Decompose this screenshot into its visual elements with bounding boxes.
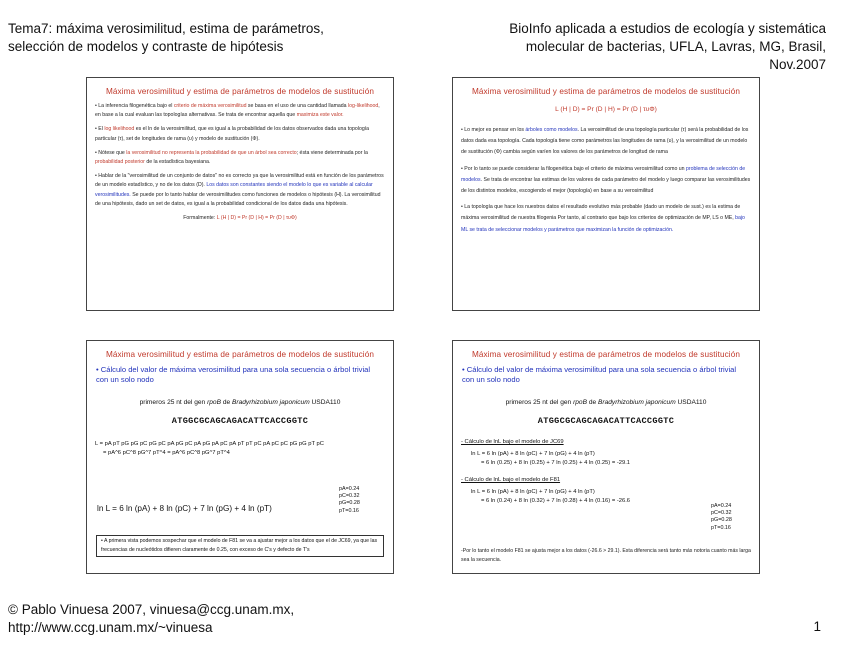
slide-4-sequence: ATGGCGCAGCAGACATTCACCGGTC: [537, 416, 675, 426]
highlight: bajo ML se trata de seleccionar modelos y parámetros que maximizan la función de optimización.: [461, 215, 745, 233]
highlight: árboles como modelos: [525, 127, 578, 133]
slide-3: [86, 340, 394, 574]
slide-1-para-3: [95, 149, 385, 167]
text: USDA110: [309, 399, 341, 406]
slide-1-para-1: [95, 102, 385, 120]
slide-1-para-2: [95, 125, 385, 143]
text: se basa en el uso de una cantidad llamada: [246, 103, 349, 109]
slide-2-body: [453, 125, 759, 236]
formal-equation: L (H | D) = Pr (D | H) = Pr (D | τυΦ): [216, 215, 297, 222]
slide-3-note: • A primera vista podemos sospechar que el modelo de F81 se va a ajustar mejor a los datos que el de JC69, ya que las frecuencias de nucleótidos difieren claramente de 0.25, con exceso de C's y defecto de T's: [96, 535, 384, 557]
header-right: [509, 20, 826, 74]
highlight: problema de selección de modelos: [461, 165, 746, 183]
footer-line1: © Pablo Vinuesa 2007, vinuesa@ccg.unam.mx,: [8, 602, 295, 617]
text: primeros 25 nt del gen: [505, 399, 574, 406]
text: es el ln de la verosimilitud, que es igual a la probabilidad de los datos observados dada una topología particular (τ), set de longitudes de rama (υ) y modelo de sustitución (Φ).: [95, 126, 370, 142]
param-pT: pT=0.16: [711, 524, 731, 531]
footer-url[interactable]: http://www.ccg.unam.mx/~vinuesa: [8, 620, 213, 635]
species-name: Bradyrhizobium japonicum: [232, 399, 310, 406]
highlight: probabilidad posterior: [95, 159, 145, 166]
text: • Nótese que: [95, 149, 127, 156]
header-left-line1: Tema7: máxima verosimilitud, estima de parámetros,: [8, 21, 324, 36]
slide-1-formal: [95, 214, 385, 223]
slide-3-title: Máxima verosimilitud y estima de parámetros de modelos de sustitución: [105, 350, 375, 359]
slide-3-lnL: ln L = 6 ln (pA) + 8 ln (pC) + 7 ln (pG) + 4 ln (pT): [97, 504, 272, 513]
slide-3-L-line1: L = pA pT pG pG pC pG pC pA pG pC pA pG pA pC pA pT pT pC pA pC pC pG pG pT pC: [95, 441, 324, 447]
species-name: Bradyrhizobium japonicum: [598, 399, 676, 406]
slide-4-f81-line2: = 6 ln (0.24) + 8 ln (0.32) + 7 ln (0.28) + 4 ln (0.16) = -26.6: [481, 498, 631, 504]
header-right-line3: Nov.2007: [769, 57, 826, 72]
header-right-line1: BioInfo aplicada a estudios de ecología y sistemática: [509, 21, 826, 36]
slide-3-seq-label: [87, 399, 393, 406]
slide-2-equation: L (H | D) = Pr (D | H) = Pr (D | τυΦ): [555, 106, 657, 113]
slide-2-para-3: [461, 202, 751, 236]
text: de: [221, 399, 232, 406]
page-number: 1: [813, 619, 821, 634]
slide-4-params: [711, 503, 732, 532]
slide-4-bullet: • Cálculo del valor de máxima verosimilitud para una sola secuencia o árbol trivial con un solo nodo: [462, 365, 737, 384]
slide-4-jc-line1: ln L = 6 ln (pA) + 8 ln (pC) + 7 ln (pG) + 4 ln (pT): [471, 451, 595, 457]
slide-4-f81-line1: ln L = 6 ln (pA) + 8 ln (pC) + 7 ln (pG) + 4 ln (pT): [471, 489, 595, 495]
text: de la estadística bayesiana.: [144, 159, 211, 166]
header-right-line2: molecular de bacterias, UFLA, Lavras, MG, Brasil,: [525, 39, 826, 54]
slide-4-jc-line2: = 6 ln (0.25) + 8 ln (0.25) + 7 ln (0.25) + 4 ln (0.25) = -29.1: [481, 460, 631, 466]
slide-4: [452, 340, 760, 574]
text: de: [587, 399, 598, 406]
text: , en base a la cual evaluan las topologías alternativas. Se trata de encontrar aquella que: [95, 103, 380, 119]
text: Se puede por lo tanto hablar de verosimilitudes como funciones de modelos o hipótesis (H). La verosimilitud de una hipótesis, dado un set de datos, es igual a la probabilidad condicional de los datos dada una hipótesis.: [95, 191, 381, 207]
param-pC: pC=0.32: [339, 493, 360, 500]
highlight: la verosimilitud no representa la probabilidad de que un árbol sea correcto: [126, 149, 297, 156]
param-pC: pC=0.32: [711, 510, 732, 517]
header-left: [8, 20, 324, 56]
gene-name: rpoB: [207, 399, 221, 406]
text: primeros 25 nt del gen: [139, 399, 208, 406]
gene-name: rpoB: [573, 399, 587, 406]
param-pT: pT=0.16: [339, 507, 359, 514]
footer: [8, 601, 294, 637]
text: • Hablar de la "verosimilitud de un conjunto de datos" no es correcto ya que la verosimilitud está en función de los parámetros de un modelo estadístico, y no de los datos (D).: [95, 173, 384, 189]
text: • La topología que hace los nuestros datos el resultado evolutivo más probable (dado un modelo de sust.) es la estima de máxima verosimilitud de nuestra filogenia Por tanto, al contrario que bajo los criterios de optimización de MP, LS o ME,: [461, 204, 741, 222]
param-pG: pG=0.28: [711, 517, 732, 524]
slide-3-bullet: • Cálculo del valor de máxima verosimilitud para una sola secuencia o árbol trivial con un solo nodo: [96, 365, 371, 384]
slide-2-title: Máxima verosimilitud y estima de parámetros de modelos de sustitución: [471, 87, 741, 96]
slide-3-sequence: ATGGCGCAGCAGACATTCACCGGTC: [171, 416, 309, 426]
text: • El: [95, 126, 105, 133]
highlight: Los datos son constantes siendo el modelo lo que es variable al calcular verosimilitudes.: [95, 182, 373, 198]
slide-4-conclusion: -Por lo tanto el modelo F81 se ajusta mejor a los datos (-26.6 > 29.1). Esta diferencia será tanto más notoria cuanto más larga sea la secuencia.: [461, 548, 751, 564]
text: USDA110: [675, 399, 707, 406]
highlight: maximiza este valor.: [296, 112, 344, 119]
slide-2: [452, 77, 760, 311]
header-left-line2: selección de modelos y contraste de hipótesis: [8, 39, 284, 54]
slide-2-para-2: [461, 164, 751, 198]
param-pG: pG=0.28: [339, 500, 360, 507]
slide-4-jc-heading: - Cálculo de lnL bajo el modelo de JC69: [461, 439, 564, 445]
highlight: log likelihood: [104, 126, 135, 133]
param-pA: pA=0.24: [339, 486, 360, 492]
text: . Se trata de encontrar las estimas de los valores de cada parámetro del modelo y luego comparar las verosimilitudes de los distintos modelos, escogiendo el mejor (topología) en base a su verosimilitud: [461, 176, 751, 195]
slide-1: [86, 77, 394, 311]
slide-2-para-1: [461, 125, 751, 159]
slide-4-seq-label: [453, 399, 759, 406]
param-pA: pA=0.24: [711, 503, 732, 509]
slide-1-para-4: [95, 172, 385, 209]
highlight: criterio de máxima verosimilitud: [173, 103, 247, 109]
slide-4-f81-heading: - Cálculo de lnL bajo el modelo de F81: [461, 477, 561, 483]
slide-1-title: Máxima verosimilitud y estima de parámetros de modelos de sustitución: [105, 87, 375, 96]
formal-label: Formalmente:: [183, 215, 217, 222]
text: • Lo mejor es pensar en los: [461, 127, 526, 133]
text: • Por lo tanto se puede considerar la filogenética bajo el criterio de máxima verosimilitud como un: [461, 165, 686, 172]
text: . La verosimilitud de una topología particular (τ) será la probabilidad de los datos dada esa topología. Cada topología tiene como parámetros las longitudes de rama (υ), y la verosimilitud de un modelo de sustitución (Φ) cambia según varíen los valores de los parámetros de longitud de rama: [461, 127, 749, 156]
text: • La inferencia filogenética bajo el: [95, 103, 174, 109]
text: ; ésta viene determinada por la: [296, 149, 368, 156]
highlight: log-likelihood: [348, 103, 379, 109]
slide-4-title: Máxima verosimilitud y estima de parámetros de modelos de sustitución: [471, 350, 741, 359]
slide-3-params: [339, 486, 360, 515]
slide-1-body: [87, 102, 393, 223]
slide-3-L-line2: = pA^6 pC^8 pG^7 pT^4 = pA^6 pC^8 pG^7 pT^4: [103, 450, 230, 456]
